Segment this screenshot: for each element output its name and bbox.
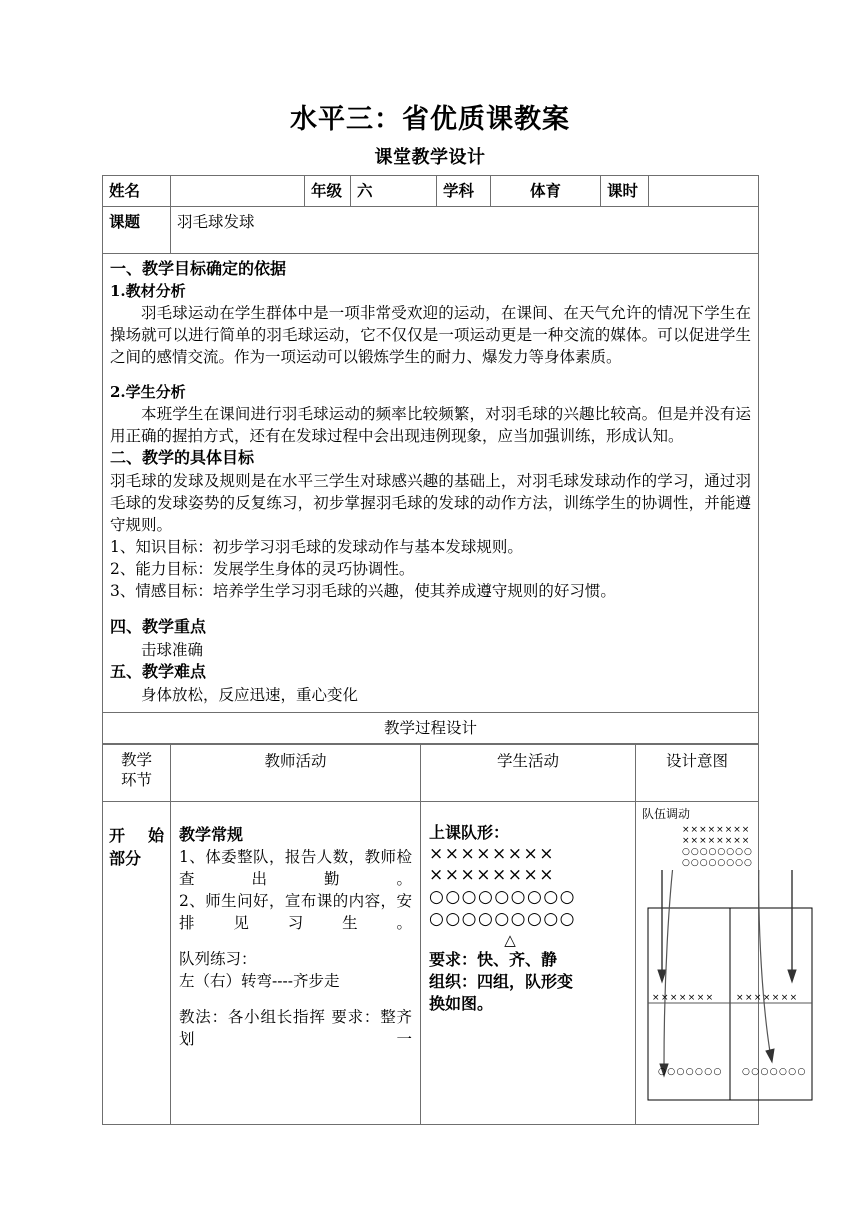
value-subject[interactable]: 体育 [491,176,601,207]
teacher-method-text: 教法：各小组长指挥 要求：整齐划一 [179,1008,412,1049]
movement-arrow-left-curve [664,870,678,1066]
process-design-banner: 教学过程设计 [103,712,759,743]
value-name[interactable] [171,176,305,207]
process-header-row [103,744,759,801]
goal-knowledge: 1、知识目标：初步学习羽毛球的发球动作与基本发球规则。 [110,538,523,557]
court-row-x-right: ××××××× [736,992,799,1003]
movement-arrow-left-straight-head [658,970,666,982]
table-row-topic [103,207,759,254]
column-header-student: 学生活动 [421,744,636,801]
mini-formation-row-x-2: ×××××××× [682,835,751,846]
goal-emotion: 3、情感目标：培养学生学习羽毛球的兴趣，使其养成遵守规则的好习惯。 [110,582,616,601]
court-diagram [642,870,838,1120]
lesson-plan-table [102,175,759,743]
movement-arrow-right-curve-head [766,1049,774,1062]
column-header-segment-line1: 教学 [120,750,152,769]
movement-arrow-right-curve [759,870,770,1052]
heading-student-analysis: 2.学生分析 [110,383,186,402]
table-row-objectives [103,254,759,712]
spacer [179,934,412,948]
label-grade: 年级 [305,176,351,207]
text-material-analysis: 羽毛球运动在学生群体中是一项非常受欢迎的运动，在课间、在天气允许的情况下学生在操场就可以进行简单的羽毛球运动，它不仅仅是一项运动更是一种交流的媒体。可以促进学生之间的感情交流。作为一项运动可以锻炼学生的耐力、爆发力等身体素质。 [110,304,751,367]
value-topic[interactable]: 羽毛球发球 [171,207,759,254]
student-formation-label: 上课队形： [429,822,510,842]
table-row-info [103,176,759,207]
goal-ability: 2、能力目标：发展学生身体的灵巧协调性。 [110,560,415,579]
table-row [103,801,759,1124]
intent-label-formation-move: 队伍调动 [642,806,691,821]
label-name: 姓名 [103,176,171,207]
student-organization-line2: 换如图。 [429,993,494,1013]
student-organization-line1: 组织：四组，队形变 [429,971,574,991]
text-section-five: 身体放松，反应迅速，重心变化 [141,685,359,704]
teacher-drill-label: 队列练习： [179,950,257,969]
heading-section-one: 一、教学目标确定的依据 [110,259,287,279]
label-subject: 学科 [437,176,491,207]
formation-row-o-1: ○○○○○○○○○ [429,887,577,908]
text-student-analysis: 本班学生在课间进行羽毛球运动的频率比较频繁，对羽毛球的兴趣比较高。但是并没有运用正确的握拍方式，还有在发球过程中会出现违例现象，应当加强训练，形成认知。 [110,405,751,446]
court-row-o-right: ○○○○○○○ [742,1066,807,1077]
segment-label-line1: 开 始 [109,825,164,845]
table-row-process-banner [103,712,759,743]
column-header-segment-line2: 环节 [120,770,152,789]
student-requirement: 要求：快、齐、静 [429,949,558,969]
label-topic: 课题 [103,207,171,254]
formation-row-x-2: ×××××××× [429,865,555,886]
spacer [179,992,412,1006]
movement-arrow-right-straight-head [788,970,796,982]
court-row-x-left: ××××××× [652,992,715,1003]
objectives-cell [103,254,759,712]
cell-segment-beginning [103,801,171,1124]
column-header-intent: 设计意图 [636,744,759,801]
heading-section-four: 四、教学重点 [110,617,207,637]
teacher-drill-text: 左（右）转弯----齐步走 [179,972,340,991]
heading-section-five: 五、教学难点 [110,661,207,681]
cell-student-activity [421,801,636,1124]
spacer [110,602,751,616]
mini-formation-row-o-1: ○○○○○○○○ [682,847,753,858]
column-header-teacher: 教师活动 [171,744,421,801]
teacher-routine-item1: 1、体委整队，报告人数，教师检查出勤。 [179,848,412,889]
page-title: 水平三：省优质课教案 [290,104,570,135]
text-section-four: 击球准确 [141,640,204,659]
mini-formation-row-x-1: ×××××××× [682,824,751,835]
court-row-o-left: ○○○○○○○ [658,1066,723,1077]
label-periods: 课时 [601,176,649,207]
cell-teacher-activity [171,801,421,1124]
formation-row-o-2: ○○○○○○○○○ [429,908,577,929]
teacher-routine-heading: 教学常规 [179,824,244,844]
teacher-routine-item2: 2、师生问好，宣布课的内容，安排见习生。 [179,892,412,933]
value-periods[interactable] [649,176,759,207]
spacer [110,368,751,382]
column-header-segment [103,744,171,801]
process-table [102,744,807,1125]
heading-section-two: 二、教学的具体目标 [110,448,255,468]
formation-row-x-1: ×××××××× [429,843,555,864]
text-section-two: 羽毛球的发球及规则是在水平三学生对球感兴趣的基础上，对羽毛球发球动作的学习，通过羽毛球的发球姿势的反复练习，初步掌握羽毛球的发球的动作方法，训练学生的协调性，并能遵守规则。 [110,472,751,535]
mini-formation-row-o-2: ○○○○○○○○ [682,858,753,869]
cell-design-intent [636,801,807,1124]
formation-teacher-marker: △ [504,930,516,949]
heading-material-analysis: 1.教材分析 [110,281,186,300]
segment-label-line2: 部分 [109,848,142,868]
value-grade[interactable]: 六 [351,176,437,207]
page-subtitle: 课堂教学设计 [374,147,486,169]
